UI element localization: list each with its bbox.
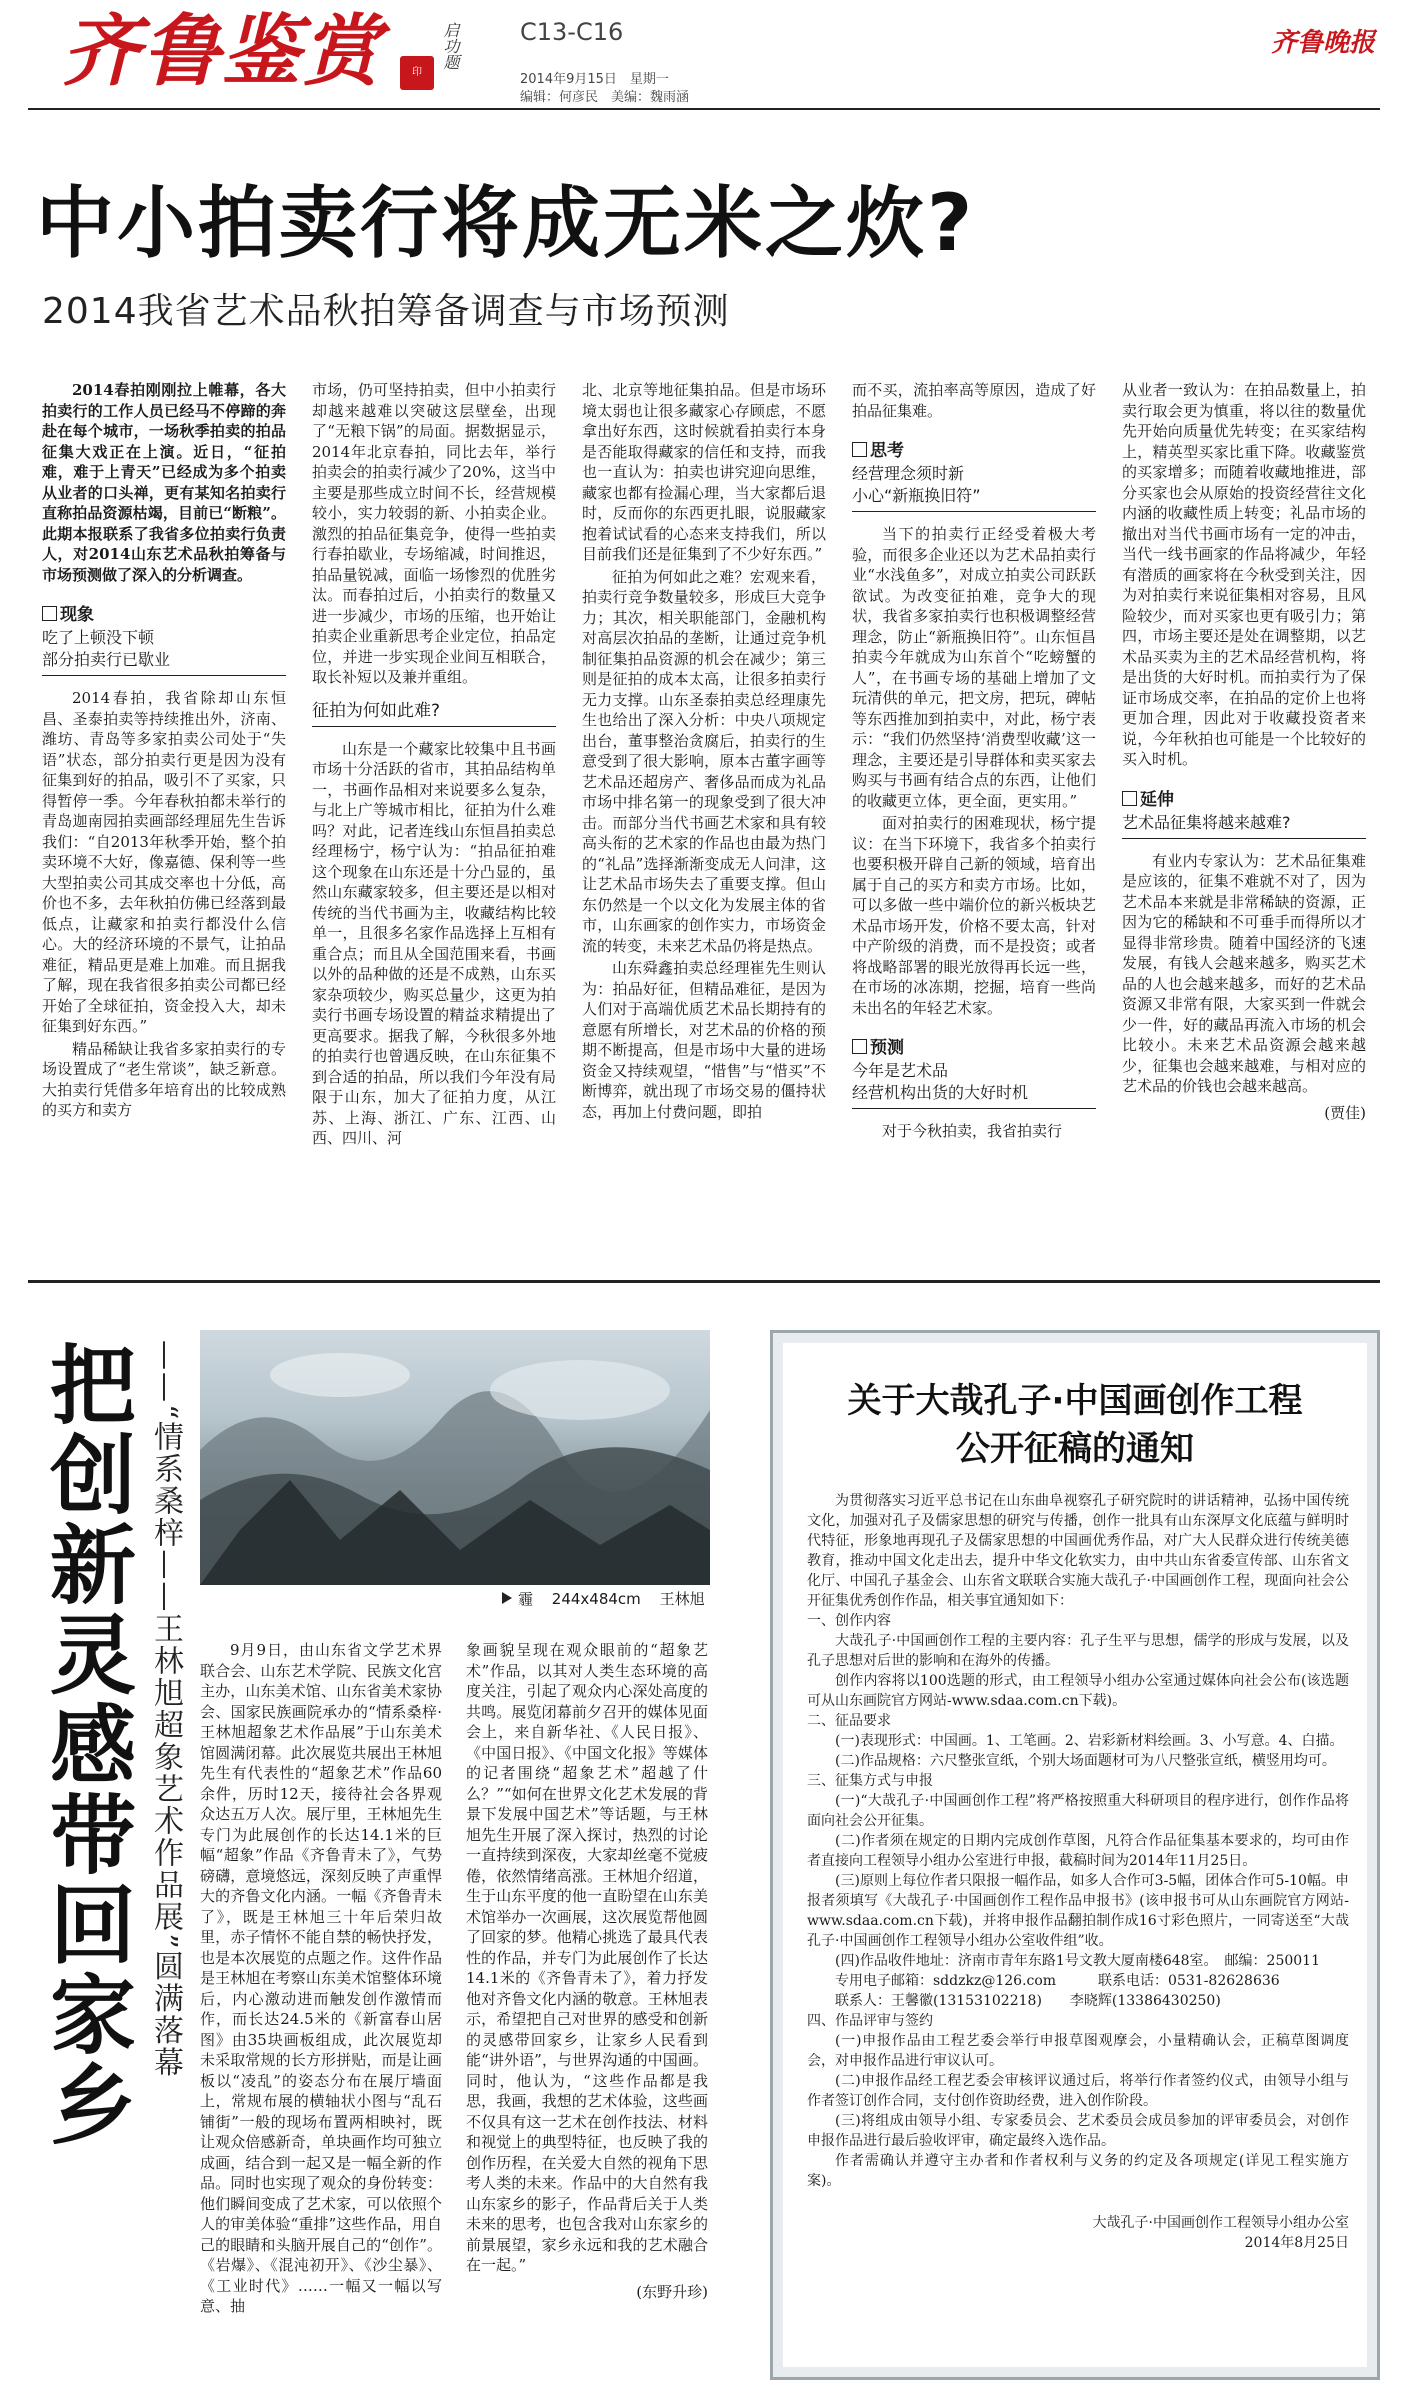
page-title: 中小拍卖行将成无米之炊? — [36, 179, 976, 269]
paragraph: 有业内专家认为：艺术品征集难是应该的，征集不难就不对了，因为艺术品本来就是非常稀缺的资源，正因为它的稀缺和不可垂手而得所以才显得非常珍贵。随着中国经济的飞速发展，有钱人会越来越多，购买艺术品的人也会越来越多，而好的艺术品资源又非常有限，大家买到一件就会少一件，好的藏品再流入市场的机会比较小。未来艺术品资源会越来越少，征集也会越来越难，与相对应的艺术品的价钱也会越来越高。 — [1122, 851, 1366, 1095]
notice-item: (二)作品规格：六尺整张宣纸，个别大场面题材可为八尺整张宣纸，横竖用均可。 — [835, 1753, 1336, 1769]
paragraph: 当下的拍卖行正经受着极大考验，而很多企业还以为艺术品拍卖行业“水浅鱼多”，对成立拍卖公司跃跃欲试。为改变征拍难，竞争大的现状，我省多家拍卖行也积极调整经营理念，防止“新瓶换旧符”。山东恒昌拍卖今年就成为山东首个“吃螃蟹的人”，在书画专场的基础上增加了文玩清供的单元，把文房，把玩，碑帖等东西推加到拍卖中，对此，杨宁表示：“我们仍然坚持‘消费型收藏’这一理念，主要还是引导群体和卖买家去购买与书画有结合点的东西，让他们的收藏更立体，更全面，更实用。” — [852, 525, 1096, 810]
notice-issuer: 大哉孔子·中国画创作工程领导小组办公室 — [1092, 2215, 1349, 2231]
section-label: 思考 — [852, 439, 1096, 463]
artwork-size: 244x484cm — [551, 1590, 641, 1608]
masthead-calligrapher-signature: 启功题 — [441, 22, 460, 70]
section-label: 预测 — [852, 1036, 1096, 1060]
section-header-thinking — [852, 439, 1096, 512]
paragraph: 征拍为何如此之难？宏观来看，拍卖行竞争数量较多，形成巨大竞争力；其次，相关职能部门，金融机构对高层次拍品的垄断，让通过竞争机制征集拍品资源的机会在减少；第三则是征拍的成本太高，让很多拍卖行无力支撑。山东圣泰拍卖总经理康先生也给出了深入分析：中央八项规定出台，董事整治贪腐后，拍卖行的生意受到了很大影响，原本古董字画等艺术品还超房产、奢侈品而成为礼品市场中排名第一的现象受到了很大冲击。而部分当代书画艺术家和具有较高头衔的艺术家的作品也由最为热门的“礼品”选择渐渐变成无人问津，这让艺术品市场失去了重要支撑。但山东仍然是一个以文化为发展主体的省市，山东画家的创作实力，市场资金流的转变，未来艺术品仍将是热点。 — [582, 567, 826, 955]
notice-item: (三)将组成由领导小组、专家委员会、艺术委员会成员参加的评审委员会，对创作申报作品进行最后验收评审，确定最终入选作品。 — [807, 2113, 1349, 2149]
notice-title-line: 公开征稿的通知 — [956, 1429, 1194, 1469]
notice-panel — [783, 1343, 1367, 2367]
author-byline: (东野升珍) — [636, 2282, 708, 2301]
artwork-title: 霾 — [518, 1590, 534, 1608]
notice-item: 大哉孔子·中国画创作工程的主要内容：孔子生平与思想，儒学的形成与发展，以及孔子思想对后世的影响和在海外的传播。 — [807, 1633, 1349, 1669]
masthead — [0, 0, 1409, 108]
artwork-image — [200, 1330, 710, 1585]
section-label: 现象 — [42, 603, 286, 627]
artwork-caption — [518, 1590, 718, 1608]
section-header-extension — [1122, 788, 1366, 839]
paragraph: 精品稀缺让我省多家拍卖行的专场设置成了“老生常谈”，缺乏新意。大拍卖行凭借多年培育出的比较成熟的买方和卖方 — [42, 1039, 286, 1119]
paragraph: 象画貌呈现在观众眼前的“超象艺术”作品，以其对人类生态环境的高度关注，引起了观众内心深处高度的共鸣。展览闭幕前夕召开的媒体见面会上，来自新华社、《人民日报》、《中国日报》、《中国文化报》等媒体的记者围绕“超象艺术”超越了什么？”“如何在世界文化艺术发展的背景下发展中国艺术”等话题，与王林旭先生开展了深入探讨，热烈的讨论一直持续到深夜，大家却丝毫不觉疲倦，依然情绪高涨。王林旭介绍道，生于山东平度的他一直盼望在山东美术馆举办一次画展，这次展览帮他圆了回家的梦。他精心挑选了最具代表性的作品，并专门为此展创作了长达14.1米的《齐鲁青未了》，着力抒发他对齐鲁文化内涵的敬意。王林旭表示，希望把自己对世界的感受和创新的灵感带回家乡，让家乡人民看到能“讲外语”，与世界沟通的中国画。同时，他认为，“这些作品都是我思，我画，我想的艺术体验，这些画不仅具有这一艺术在创作技法、材料和视觉上的典型特征，也反映了我的创作历程，在关爱大自然的视角下思考人类的未来。作品中的大自然有我山东家乡的影子，作品背后关于人类未来的思考，也包含我对山东家乡的前景展望，家乡永远和我的艺术融合在一起。” — [466, 1641, 708, 2274]
section-divider — [28, 1280, 1380, 1283]
notice-section-heading: 二、征品要求 — [807, 1713, 891, 1729]
section-subtitle: 吃了上顿没下顿 — [42, 628, 155, 647]
paragraph: 北、北京等地征集拍品。但是市场环境太弱也让很多藏家心存顾虑，不愿拿出好东西，这时候就看拍卖行本身是否能取得藏家的信任和支持，而我也一直认为：拍卖也讲究迎向思维，藏家也都有捡漏心理，当大家都后退时，反而你的东西更扎眼，说服藏家抱着试试看的心态来支持我们，所以目前我们还是征集到了不少好东西。” — [582, 381, 826, 563]
section-header-forecast — [852, 1036, 1096, 1109]
notice-section-heading: 四、作品评审与签约 — [807, 2013, 933, 2029]
masthead-divider — [28, 108, 1380, 110]
artwork-artist: 王林旭 — [659, 1590, 705, 1608]
notice-item: (三)原则上每位作者只限报一幅作品，如多人合作可3-5幅，团体合作可5-10幅。申报者须填写《大哉孔子·中国画创作工程作品申报书》(该申报书可从山东画院官方网站-www.sdaa.com.cn下载)，并将申报作品翻拍制作成16寸彩色照片，一同寄送至“大哉孔子·中国画创作工程领导小组办公室收件组”收。 — [807, 1873, 1349, 1949]
notice-item: (二)作者须在规定的日期内完成创作草图，凡符合作品征集基本要求的，均可由作者直接向工程领导小组办公室进行申报，截稿时间为2014年11月25日。 — [807, 1833, 1349, 1869]
section-subtitle: 今年是艺术品 — [852, 1061, 949, 1080]
article-column-3 — [582, 380, 826, 1260]
feature-column-1 — [200, 1640, 442, 2370]
section-subtitle: 小心“新瓶换旧符” — [852, 486, 981, 505]
paragraph: 山东舜鑫拍卖总经理崔先生则认为：拍品好征，但精品难征，是因为人们对于高端优质艺术品长期持有的意愿有所增长，对艺术品的价格的预期不断提高，但是市场中大量的进场资金又持续观望，“惜售”与“惜买”不断博弈，就出现了市场交易的僵持状态，再加上付费问题，即拍 — [582, 959, 826, 1121]
section-label: 延伸 — [1122, 788, 1366, 812]
article-column-5 — [1122, 380, 1366, 1260]
notice-item: (一)申报作品由工程艺委会举行申报草图观摩会，小量精确认会，正稿草图调度会，对申报作品进行审议认可。 — [807, 2033, 1349, 2069]
notice-section-heading: 三、征集方式与申报 — [807, 1773, 933, 1789]
section-subtitle: 征拍为何如此难? — [312, 698, 556, 727]
section-subtitle: 艺术品征集将越来越难? — [1122, 812, 1291, 832]
feature-column-2 — [466, 1640, 708, 2370]
notice-body — [807, 1491, 1349, 2253]
feature-columns — [200, 1640, 720, 2370]
notice-date: 2014年8月25日 — [1244, 2235, 1349, 2251]
article-subtitle: 2014我省艺术品秋拍筹备调查与市场预测 — [42, 291, 730, 332]
notice-address: (四)作品收件地址：济南市青年东路1号文教大厦南楼648室。 邮编：250011 — [835, 1953, 1320, 1969]
notice-title-line: 关于大哉孔子·中国画创作工程 — [847, 1381, 1303, 1421]
notice-item: 作者需确认并遵守主办者和作者权利与义务的约定及各项规定(详见工程实施方案)。 — [807, 2153, 1349, 2189]
notice-contact: 专用电子邮箱：sddzkz@126.com 联系电话：0531-82628636 — [835, 1973, 1280, 1989]
notice-section-heading: 一、创作内容 — [807, 1613, 891, 1629]
paragraph: 2014春拍，我省除却山东恒昌、圣泰拍卖等持续推出外，济南、潍坊、青岛等多家拍卖公司处于“失语”状态，部分拍卖行更是因为没有征集到好的拍品，吸引不了买家，只得暂停一季。今年春秋拍都未举行的青岛迦南园拍卖画部经理屈先生告诉我们：“自2013年秋季开始，整个拍卖环境不大好，像嘉德、保利等一些大型拍卖公司其成交率也十分低，高价也不多，去年秋拍仿佛已经落到最低点，让藏家和拍卖行都没什么信心。大的经济环境的不景气，让拍品难征，精品更是难上加难。而且据我了解，现在我省很多拍卖公司都已经开始了全球征拍，资金投入大，却未征集到好东西。” — [42, 689, 286, 1035]
notice-title — [783, 1377, 1367, 1473]
notice-item: (一)表现形式：中国画。1、工笔画。2、岩彩新材料绘画。3、小写意。4、白描。 — [835, 1733, 1344, 1749]
section-subtitle: 经营理念须时新 — [852, 464, 965, 483]
paragraph: 从业者一致认为：在拍品数量上，拍卖行取会更为慎重，将以往的数量优先开始向质量优先转变；在买家结构上，精英型买家比重下降。收藏鉴赏的买家增多；而随着收藏地推进，部分买家也会从原始的投资经营往文化内涵的收藏性质上转变；礼品市场的撤出对当代书画市场有一定的冲击，当代一线书画家的作品将减少，年轻有潜质的画家将在今秋受到关注，因为对拍卖行来说征集相对容易，且风险较少，而对买家也更有吸引力；第四，市场主要还是处在调整期，以艺术品买卖为主的艺术品经营机构，将是出货的大好时机。而拍卖行为了保证市场成交率，在拍品的定价上也将更加合理，因此对于收藏投资者来说，今年秋拍也可能是一个比较好的买入时机。 — [1122, 381, 1366, 768]
notice-contact-person: 联系人：王馨徽(13153102218) 李晓辉(13386430250) — [835, 1993, 1221, 2009]
notice-item: (二)申报作品经工程艺委会审核评议通过后，将举行作者签约仪式，由领导小组与作者签订创作合同，支付创作资助经费，进入创作阶段。 — [807, 2073, 1349, 2109]
article-column-4 — [852, 380, 1096, 1260]
article-columns — [42, 380, 1372, 1260]
section-subtitle: 经营机构出货的大好时机 — [852, 1083, 1029, 1102]
artwork-abstract-landscape — [200, 1330, 710, 1585]
paragraph: 9月9日，由山东省文学艺术界联合会、山东艺术学院、民族文化宫主办，山东美术馆、山东省美术家协会、国家民族画院承办的“情系桑梓·王林旭超象艺术作品展”于山东美术馆圆满闭幕。此次展览共展出王林旭先生有代表性的“超象艺术”作品60余件，历时12天，接待社会各界观众达五万人次。展厅里，王林旭先生专门为此展创作的长达14.1米的巨幅“超象”作品《齐鲁青未了》，气势磅礴，意境悠远，深刻反映了声重悍大的齐鲁文化内涵。一幅《齐鲁青未了》，既是王林旭三十年后荣归故里，赤子情怀不能自禁的畅快抒发，也是本次展览的点题之作。这件作品是王林旭在考察山东美术馆整体环境后，内心激动进而触发创作激情而作，而长达24.5米的《新富春山居图》由35块画板组成，此次展览却未采取常规的长方形拼贴，而是让画板以“凌乱”的姿态分布在展厅墙面上，常规布展的横轴状小图与“乱石铺街”一般的现场布置两相映衬，既让观众倍感新奇，单块画作均可独立成画，结合到一起又是一幅全新的作品。同时也实现了观众的身份转变：他们瞬间变成了艺术家，可以依照个人的审美体验“重排”这些作品，用自己的眼睛和头脑开展自己的“创作”。《岩爆》、《混沌初开》、《沙尘暴》、《工业时代》……一幅又一幅以写意、抽 — [200, 1641, 442, 2315]
author-byline: (贾佳) — [1324, 1103, 1366, 1122]
feature-headline: 把创新灵感带回家乡 — [35, 1340, 135, 2150]
notice-item: 创作内容将以100选题的形式，由工程领导小组办公室通过媒体向社会公布(该选题可从山东画院官方网站-www.sdaa.com.cn下载)。 — [807, 1673, 1349, 1709]
paragraph: 市场，仍可坚持拍卖，但中小拍卖行却越来越难以突破这层壁垒，出现了“无粮下锅”的局面。据数据显示，2014年北京春拍，同比去年，举行拍卖会的拍卖行减少了20%，这当中主要是那些成立时间不长，经营规模较小，实力较弱的新、小拍卖企业。激烈的拍品征集竞争，使得一些拍卖行春拍歇业，专场缩减，时间推迟，拍品量锐减，面临一场惨烈的优胜劣汰。而春拍过后，小拍卖行的数量又进一步减少，市场的压缩，也开始让拍卖企业重新思考企业定位，拍品定位，并进一步实现企业间互相联合，取长补短以及兼并重组。 — [312, 381, 556, 686]
notice-box — [770, 1330, 1380, 2380]
editor-credits: 编辑：何彦民 美编：魏雨涵 — [520, 90, 690, 105]
article-column-1 — [42, 380, 286, 1260]
article-column-2 — [312, 380, 556, 1260]
issue-date: 2014年9月15日 星期一 — [520, 72, 669, 87]
paragraph: 而不买，流拍率高等原因，造成了好拍品征集难。 — [852, 381, 1096, 420]
paragraph: 山东是一个藏家比较集中且书画市场十分活跃的省市，其拍品结构单一，书画作品相对来说要多么复杂，与北上广等城市相比，征拍为什么难吗？对此，记者连线山东恒昌拍卖总经理杨宁，杨宁认为：“拍品征拍难这个现象在山东还是十分凸显的，虽然山东藏家较多，但主要还是以相对传统的当代书画为主，收藏结构比较单一，且很多名家作品选择上互相有重合点；而且从全国范围来看，书画以外的品种做的还是不成熟，山东买家杂项较少，购买总量少，这更为拍卖行书画专场设置的精益求精提出了更高要求。据我了解，今秋很多外地的拍卖行也曾遇反映，在山东征集不到合适的拍品，所以我们今年没有局限于山东，加大了征拍力度，从江苏、上海、浙江、广东、江西、山西、四川、河 — [312, 739, 556, 1147]
masthead-logo: 齐鲁鉴赏 — [62, 6, 383, 97]
notice-intro: 为贯彻落实习近平总书记在山东曲阜视察孔子研究院时的讲话精神，弘扬中国传统文化，加强对孔子及儒家思想的研究与传播，创作一批具有山东深厚文化底蕴与鲜明时代特征，形象地再现孔子及儒家思想的中国画优秀作品，对广大人民群众进行传统美德教育，推动中国文化走出去，提升中华文化软实力，由中共山东省委宣传部、山东省文化厅、中国孔子基金会、山东省文联联合实施大哉孔子·中国画创作工程，现面向社会公开征集优秀创作作品，相关事宜通知如下： — [807, 1493, 1349, 1609]
newspaper-name: 齐鲁晚报 — [1270, 28, 1375, 58]
article-lead: 2014春拍刚刚拉上帷幕，各大拍卖行的工作人员已经马不停蹄的奔赴在每个城市，一场秋季拍卖的拍品征集大戏正在上演。近日，“征拍难，难于上青天”已经成为多个拍卖从业者的口头禅，更有某知名拍卖行直称拍品资源枯竭，目前已“断粮”。此期本报联系了我省多位拍卖行负责人，对2014山东艺术品秋拍筹备与市场预测做了深入的分析调查。 — [42, 381, 286, 584]
paragraph: 面对拍卖行的困难现状，杨宁提议：在当下环境下，我省多个拍卖行也要积极开辟自己新的领域，培育出属于自己的买方和卖方市场。比如，可以多做一些中端价位的新兴板块艺术品市场开发，价格不要太高，针对中产阶级的消费，而不是投资；或者将战略部署的眼光放得再长远一些，在市场的冰冻期，挖掘，培育一些尚未出名的年轻艺术家。 — [852, 814, 1096, 1017]
masthead-seal: 印 — [400, 56, 434, 90]
caption-marker-icon — [502, 1592, 512, 1604]
notice-item: (一)“大哉孔子·中国画创作工程”将严格按照重大科研项目的程序进行，创作作品将面向社会公开征集。 — [807, 1793, 1349, 1829]
page-range: C13-C16 — [520, 18, 624, 46]
section-subtitle: 部分拍卖行已歇业 — [42, 650, 171, 669]
paragraph: 对于今秋拍卖，我省拍卖行 — [882, 1122, 1063, 1140]
section-header-phenomenon — [42, 603, 286, 676]
feature-subtitle: ——“情系桑梓——王林旭超象艺术作品展”圆满落幕 — [148, 1340, 183, 2079]
